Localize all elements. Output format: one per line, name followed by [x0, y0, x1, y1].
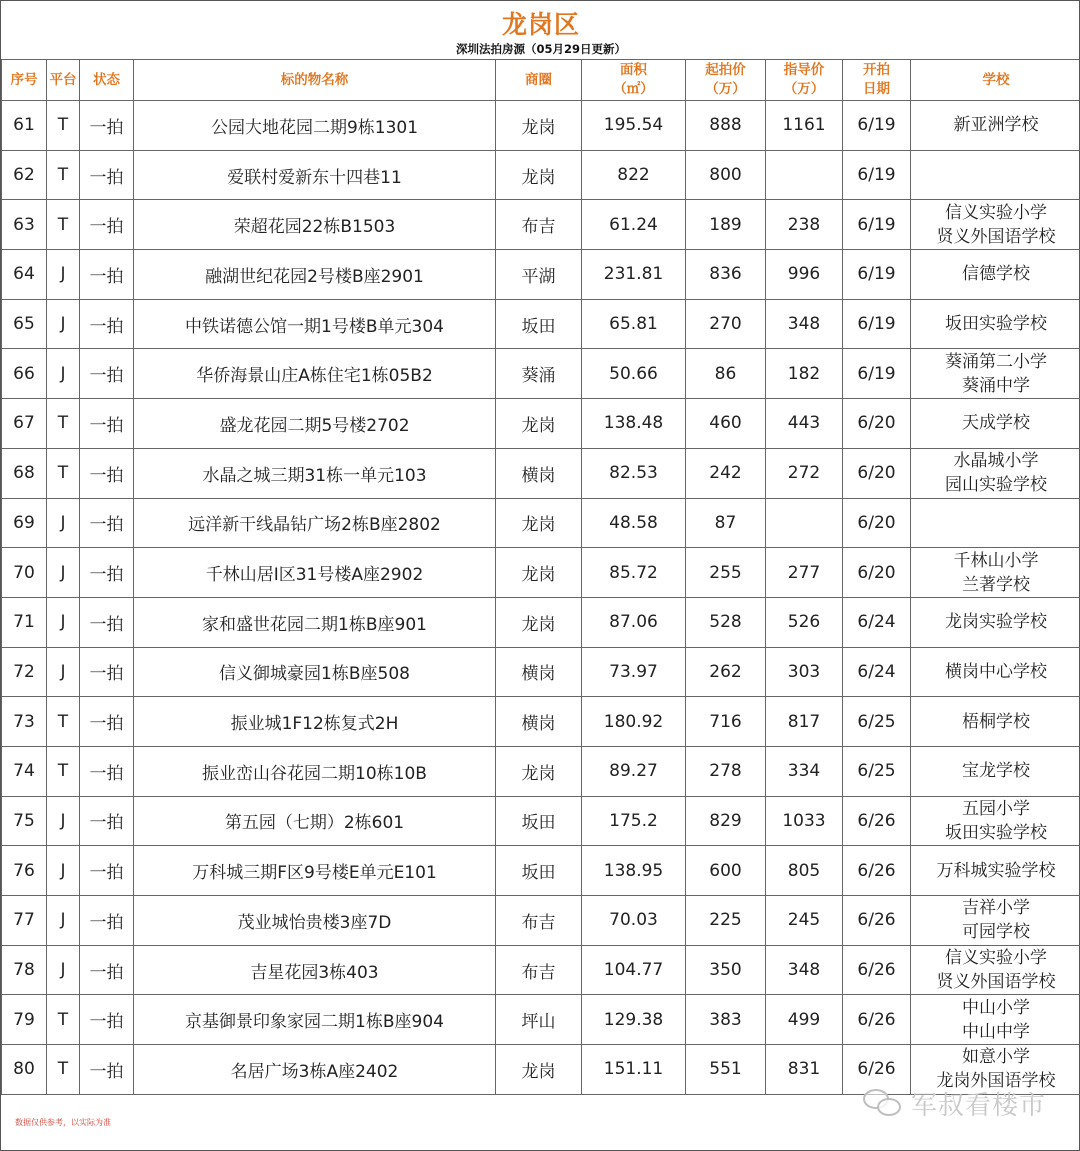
cell-no: 66 [2, 349, 47, 399]
cell-zone: 布吉 [496, 945, 582, 995]
table-row [2, 746, 1080, 796]
cell-name: 融湖世纪花园2号楼B座2901 [134, 250, 496, 300]
cell-zone: 龙岗 [496, 498, 582, 548]
cell-platform: J [47, 498, 80, 548]
cell-guide-price: 334 [766, 746, 843, 796]
cell-guide-price: 1161 [766, 101, 843, 151]
cell-start-price: 242 [686, 448, 766, 498]
cell-name: 爱联村爱新东十四巷11 [134, 150, 496, 200]
cell-platform: J [47, 945, 80, 995]
cell-guide-price: 499 [766, 995, 843, 1045]
cell-guide-price: 831 [766, 1045, 843, 1095]
cell-zone: 龙岗 [496, 399, 582, 449]
cell-size: 73.97 [582, 647, 686, 697]
page-title: 龙岗区 [501, 10, 580, 39]
cell-guide-price: 272 [766, 448, 843, 498]
cell-start-price: 270 [686, 299, 766, 349]
title-box [1, 1, 1080, 59]
school-name: 坂田实验学校 [945, 314, 1047, 335]
cell-date: 6/19 [843, 299, 911, 349]
cell-zone: 布吉 [496, 896, 582, 946]
cell-start-price: 86 [686, 349, 766, 399]
cell-platform: T [47, 746, 80, 796]
col-header-date-l1: 开拍 [863, 62, 890, 78]
cell-zone: 龙岗 [496, 548, 582, 598]
cell-guide-price: 303 [766, 647, 843, 697]
cell-guide-price [766, 150, 843, 200]
cell-status: 一拍 [80, 399, 134, 449]
cell-zone: 坪山 [496, 995, 582, 1045]
cell-status: 一拍 [80, 1045, 134, 1095]
cell-start-price: 600 [686, 846, 766, 896]
cell-date: 6/26 [843, 896, 911, 946]
school-name: 如意小学 [962, 1047, 1030, 1068]
cell-no: 77 [2, 896, 47, 946]
cell-status: 一拍 [80, 896, 134, 946]
cell-name: 中铁诺德公馆一期1号楼B单元304 [134, 299, 496, 349]
school-name: 龙岗实验学校 [945, 612, 1047, 633]
school-name: 信义实验小学 [945, 202, 1047, 223]
cell-guide-price: 996 [766, 250, 843, 300]
footer-note: 数据仅供参考，以实际为准 [15, 1118, 111, 1127]
cell-guide-price [766, 498, 843, 548]
cell-guide-price: 1033 [766, 796, 843, 846]
cell-name: 京基御景印象家园二期1栋B座904 [134, 995, 496, 1045]
cell-name: 吉星花园3栋403 [134, 945, 496, 995]
table-row [2, 101, 1080, 151]
table-row [2, 150, 1080, 200]
school-name: 万科城实验学校 [936, 860, 1056, 881]
cell-platform: J [47, 597, 80, 647]
col-header-start-l1: 起拍价 [705, 62, 746, 78]
col-header-size-l1: 面积 [620, 62, 647, 78]
cell-school [911, 299, 1080, 349]
school-name: 新亚洲学校 [953, 115, 1039, 136]
table-row [2, 647, 1080, 697]
cell-start-price: 383 [686, 995, 766, 1045]
cell-platform: T [47, 448, 80, 498]
cell-size: 138.95 [582, 846, 686, 896]
cell-status: 一拍 [80, 597, 134, 647]
cell-school [911, 746, 1080, 796]
school-name: 葵涌第二小学 [945, 351, 1047, 372]
cell-date: 6/19 [843, 250, 911, 300]
watermark-text: 军叔看楼市 [911, 1090, 1047, 1121]
school-name: 贤义外国语学校 [936, 226, 1056, 247]
cell-name: 振业峦山谷花园二期10栋10B [134, 746, 496, 796]
cell-platform: J [47, 647, 80, 697]
cell-status: 一拍 [80, 498, 134, 548]
cell-status: 一拍 [80, 548, 134, 598]
cell-guide-price: 443 [766, 399, 843, 449]
cell-status: 一拍 [80, 101, 134, 151]
school-name: 吉祥小学 [962, 898, 1030, 919]
col-header-status: 状态 [80, 60, 134, 101]
cell-no: 76 [2, 846, 47, 896]
cell-name: 华侨海景山庄A栋住宅1栋05B2 [134, 349, 496, 399]
cell-date: 6/19 [843, 349, 911, 399]
cell-zone: 龙岗 [496, 1045, 582, 1095]
cell-start-price: 460 [686, 399, 766, 449]
cell-no: 74 [2, 746, 47, 796]
cell-start-price: 829 [686, 796, 766, 846]
cell-no: 68 [2, 448, 47, 498]
col-header-date-l2: 日期 [863, 81, 890, 97]
cell-date: 6/26 [843, 945, 911, 995]
cell-size: 180.92 [582, 697, 686, 747]
cell-name: 远洋新干线晶钻广场2栋B座2802 [134, 498, 496, 548]
table-row [2, 896, 1080, 946]
col-header-start-l2: （万） [705, 81, 746, 97]
cell-platform: T [47, 399, 80, 449]
cell-size: 822 [582, 150, 686, 200]
col-header-guide-l2: （万） [783, 81, 825, 97]
cell-size: 48.58 [582, 498, 686, 548]
school-name: 中山中学 [962, 1021, 1030, 1042]
school-name: 龙岗外国语学校 [936, 1071, 1056, 1092]
cell-status: 一拍 [80, 746, 134, 796]
school-name: 坂田实验学校 [945, 822, 1047, 843]
cell-name: 盛龙花园二期5号楼2702 [134, 399, 496, 449]
cell-size: 138.48 [582, 399, 686, 449]
cell-platform: T [47, 150, 80, 200]
cell-school [911, 200, 1080, 250]
cell-start-price: 551 [686, 1045, 766, 1095]
school-name: 信德学校 [962, 264, 1030, 285]
cell-platform: T [47, 697, 80, 747]
table-row [2, 548, 1080, 598]
cell-size: 195.54 [582, 101, 686, 151]
cell-no: 72 [2, 647, 47, 697]
cell-platform: J [47, 349, 80, 399]
cell-guide-price: 526 [766, 597, 843, 647]
cell-size: 50.66 [582, 349, 686, 399]
cell-date: 6/26 [843, 796, 911, 846]
cell-status: 一拍 [80, 200, 134, 250]
cell-school [911, 448, 1080, 498]
cell-name: 信义御城豪园1栋B座508 [134, 647, 496, 697]
col-header-date [843, 60, 911, 101]
cell-guide-price: 277 [766, 548, 843, 598]
cell-size: 82.53 [582, 448, 686, 498]
cell-size: 85.72 [582, 548, 686, 598]
cell-start-price: 278 [686, 746, 766, 796]
cell-school [911, 101, 1080, 151]
cell-platform: J [47, 796, 80, 846]
table-row [2, 597, 1080, 647]
cell-start-price: 350 [686, 945, 766, 995]
cell-size: 65.81 [582, 299, 686, 349]
cell-school [911, 697, 1080, 747]
cell-school [911, 349, 1080, 399]
cell-no: 80 [2, 1045, 47, 1095]
cell-status: 一拍 [80, 697, 134, 747]
cell-status: 一拍 [80, 299, 134, 349]
cell-no: 65 [2, 299, 47, 349]
col-header-size [582, 60, 686, 101]
cell-guide-price: 348 [766, 945, 843, 995]
cell-guide-price: 238 [766, 200, 843, 250]
cell-zone: 坂田 [496, 796, 582, 846]
school-name: 贤义外国语学校 [936, 972, 1056, 993]
cell-school [911, 647, 1080, 697]
school-name: 五园小学 [962, 798, 1030, 819]
cell-date: 6/25 [843, 746, 911, 796]
cell-no: 78 [2, 945, 47, 995]
cell-start-price: 255 [686, 548, 766, 598]
cell-start-price: 888 [686, 101, 766, 151]
cell-zone: 横岗 [496, 697, 582, 747]
cell-zone: 龙岗 [496, 746, 582, 796]
cell-guide-price: 348 [766, 299, 843, 349]
cell-zone: 坂田 [496, 846, 582, 896]
cell-name: 荣超花园22栋B1503 [134, 200, 496, 250]
cell-status: 一拍 [80, 846, 134, 896]
cell-date: 6/20 [843, 498, 911, 548]
table-row [2, 945, 1080, 995]
cell-no: 71 [2, 597, 47, 647]
listing-table [1, 59, 1080, 1095]
cell-no: 63 [2, 200, 47, 250]
cell-zone: 平湖 [496, 250, 582, 300]
cell-school [911, 597, 1080, 647]
cell-status: 一拍 [80, 995, 134, 1045]
cell-status: 一拍 [80, 945, 134, 995]
cell-no: 79 [2, 995, 47, 1045]
cell-platform: J [47, 896, 80, 946]
cell-date: 6/25 [843, 697, 911, 747]
cell-size: 61.24 [582, 200, 686, 250]
cell-date: 6/19 [843, 101, 911, 151]
cell-size: 231.81 [582, 250, 686, 300]
table-row [2, 796, 1080, 846]
cell-start-price: 528 [686, 597, 766, 647]
cell-no: 62 [2, 150, 47, 200]
cell-zone: 横岗 [496, 647, 582, 697]
cell-school [911, 498, 1080, 548]
school-name: 信义实验小学 [945, 948, 1047, 969]
cell-zone: 龙岗 [496, 597, 582, 647]
cell-name: 振业城1F12栋复式2H [134, 697, 496, 747]
cell-no: 64 [2, 250, 47, 300]
cell-platform: T [47, 1045, 80, 1095]
cell-no: 75 [2, 796, 47, 846]
cell-no: 69 [2, 498, 47, 548]
wechat-icon [861, 1085, 905, 1121]
cell-no: 67 [2, 399, 47, 449]
cell-name: 名居广场3栋A座2402 [134, 1045, 496, 1095]
cell-guide-price: 245 [766, 896, 843, 946]
cell-zone: 布吉 [496, 200, 582, 250]
cell-school [911, 150, 1080, 200]
table-row [2, 448, 1080, 498]
col-header-school: 学校 [911, 60, 1080, 101]
cell-date: 6/24 [843, 597, 911, 647]
cell-date: 6/19 [843, 200, 911, 250]
cell-zone: 坂田 [496, 299, 582, 349]
cell-platform: J [47, 299, 80, 349]
cell-school [911, 896, 1080, 946]
cell-platform: T [47, 101, 80, 151]
cell-start-price: 189 [686, 200, 766, 250]
cell-status: 一拍 [80, 448, 134, 498]
cell-size: 151.11 [582, 1045, 686, 1095]
cell-no: 70 [2, 548, 47, 598]
cell-school [911, 995, 1080, 1045]
cell-school [911, 250, 1080, 300]
cell-name: 第五园（七期）2栋601 [134, 796, 496, 846]
cell-start-price: 800 [686, 150, 766, 200]
col-header-no: 序号 [2, 60, 47, 101]
cell-size: 129.38 [582, 995, 686, 1045]
cell-school [911, 399, 1080, 449]
col-header-name: 标的物名称 [134, 60, 496, 101]
cell-platform: J [47, 846, 80, 896]
school-name: 横岗中心学校 [945, 661, 1047, 682]
table-row [2, 299, 1080, 349]
cell-platform: T [47, 200, 80, 250]
school-name: 园山实验学校 [945, 475, 1047, 496]
col-header-guide-l1: 指导价 [783, 62, 825, 78]
col-header-size-l2: （㎡） [613, 81, 654, 97]
cell-school [911, 945, 1080, 995]
cell-guide-price: 817 [766, 697, 843, 747]
cell-status: 一拍 [80, 349, 134, 399]
cell-name: 茂业城怡贵楼3座7D [134, 896, 496, 946]
table-row [2, 349, 1080, 399]
cell-name: 家和盛世花园二期1栋B座901 [134, 597, 496, 647]
cell-guide-price: 805 [766, 846, 843, 896]
table-header-row [2, 60, 1080, 101]
col-header-platform: 平台 [47, 60, 80, 101]
school-name: 千林山小学 [953, 550, 1039, 571]
cell-school [911, 846, 1080, 896]
cell-date: 6/20 [843, 448, 911, 498]
cell-status: 一拍 [80, 150, 134, 200]
cell-status: 一拍 [80, 250, 134, 300]
cell-start-price: 836 [686, 250, 766, 300]
cell-size: 104.77 [582, 945, 686, 995]
cell-school [911, 548, 1080, 598]
col-header-guide [766, 60, 843, 101]
col-header-zone: 商圈 [496, 60, 582, 101]
school-name: 兰著学校 [962, 574, 1030, 595]
cell-zone: 葵涌 [496, 349, 582, 399]
cell-no: 73 [2, 697, 47, 747]
table-row [2, 498, 1080, 548]
cell-name: 千林山居Ⅰ区31号楼A座2902 [134, 548, 496, 598]
school-name: 水晶城小学 [953, 451, 1039, 472]
cell-start-price: 87 [686, 498, 766, 548]
cell-platform: J [47, 548, 80, 598]
cell-platform: T [47, 995, 80, 1045]
table-row [2, 995, 1080, 1045]
school-name: 天成学校 [962, 413, 1030, 434]
cell-guide-price: 182 [766, 349, 843, 399]
cell-date: 6/19 [843, 150, 911, 200]
school-name: 可园学校 [962, 922, 1030, 943]
cell-size: 70.03 [582, 896, 686, 946]
school-name: 宝龙学校 [962, 761, 1030, 782]
cell-date: 6/26 [843, 995, 911, 1045]
cell-date: 6/24 [843, 647, 911, 697]
school-name: 中山小学 [962, 997, 1030, 1018]
cell-start-price: 716 [686, 697, 766, 747]
table-row [2, 399, 1080, 449]
table-row [2, 846, 1080, 896]
cell-status: 一拍 [80, 647, 134, 697]
cell-size: 89.27 [582, 746, 686, 796]
cell-size: 87.06 [582, 597, 686, 647]
cell-school [911, 796, 1080, 846]
cell-status: 一拍 [80, 796, 134, 846]
col-header-start [686, 60, 766, 101]
table-row [2, 250, 1080, 300]
cell-zone: 龙岗 [496, 150, 582, 200]
cell-platform: J [47, 250, 80, 300]
cell-date: 6/26 [843, 1045, 911, 1095]
cell-no: 61 [2, 101, 47, 151]
school-name: 梧桐学校 [962, 711, 1030, 732]
cell-name: 水晶之城三期31栋一单元103 [134, 448, 496, 498]
table-row [2, 200, 1080, 250]
school-name: 葵涌中学 [962, 375, 1030, 396]
cell-date: 6/20 [843, 548, 911, 598]
cell-zone: 龙岗 [496, 101, 582, 151]
cell-size: 175.2 [582, 796, 686, 846]
page-subtitle: 深圳法拍房源（05月29日更新） [455, 42, 626, 56]
cell-date: 6/26 [843, 846, 911, 896]
cell-zone: 横岗 [496, 448, 582, 498]
cell-name: 万科城三期F区9号楼E单元E101 [134, 846, 496, 896]
watermark [861, 1085, 1046, 1121]
cell-name: 公园大地花园二期9栋1301 [134, 101, 496, 151]
cell-start-price: 262 [686, 647, 766, 697]
table-row [2, 697, 1080, 747]
cell-date: 6/20 [843, 399, 911, 449]
cell-start-price: 225 [686, 896, 766, 946]
